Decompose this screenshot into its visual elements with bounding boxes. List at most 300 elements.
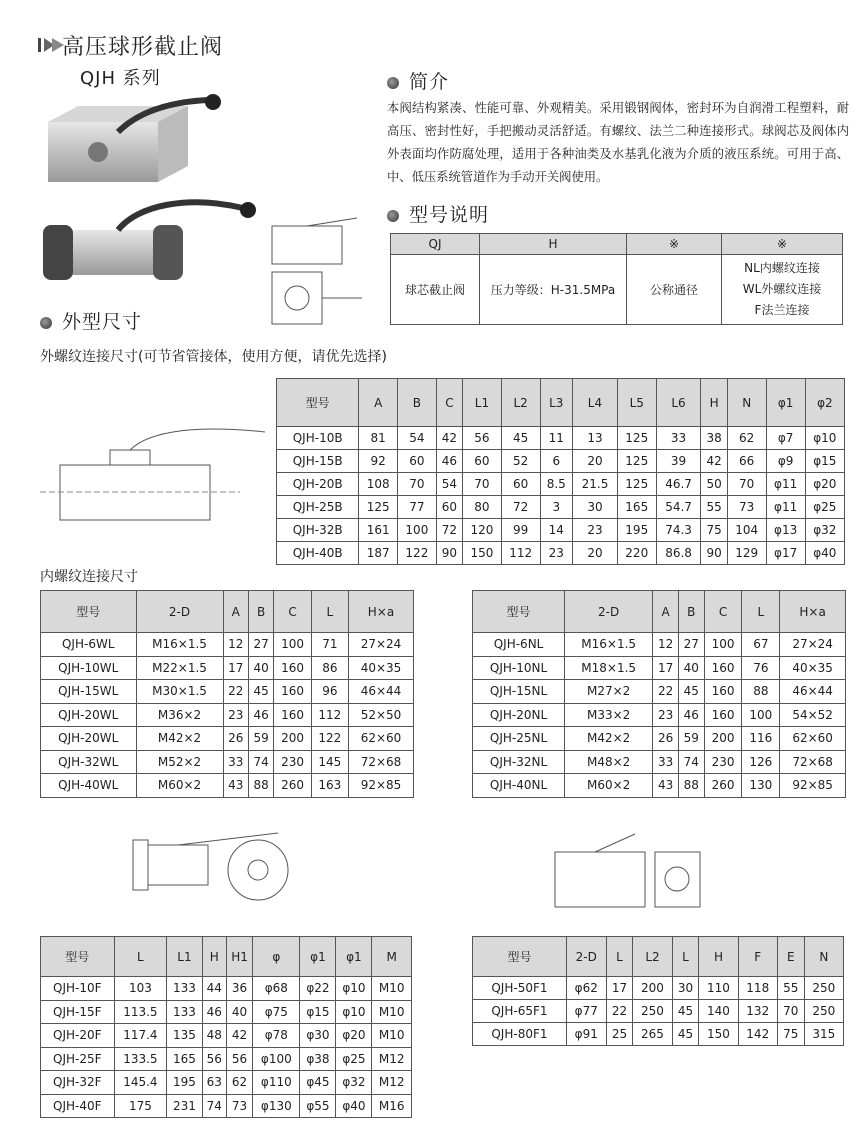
table-cell: 142 xyxy=(738,1023,777,1046)
f_table-header: H1 xyxy=(226,937,252,977)
model-cell: 公称通径 xyxy=(627,255,722,325)
table-cell: 187 xyxy=(359,542,398,565)
table-cell: 100 xyxy=(274,633,311,657)
table-row xyxy=(41,680,414,704)
table-cell: QJH-20WL xyxy=(41,727,137,751)
table-cell: M10 xyxy=(372,1024,412,1048)
table-row xyxy=(41,1047,412,1071)
table-cell: 132 xyxy=(738,1000,777,1023)
table-cell: 90 xyxy=(436,542,462,565)
table-cell: 22 xyxy=(223,680,248,704)
table-cell: 104 xyxy=(727,519,766,542)
f1_table-header: E xyxy=(777,937,804,977)
table-cell: φ15 xyxy=(300,1000,336,1024)
page-title: 高压球形截止阀 xyxy=(62,35,224,60)
wl_table-header: 2-D xyxy=(136,591,223,633)
bullet-icon xyxy=(40,317,52,329)
table-cell: 33 xyxy=(653,750,679,774)
table-cell: 99 xyxy=(501,519,540,542)
table-cell: 36 xyxy=(226,977,252,1001)
table-row xyxy=(41,656,414,680)
table-cell: QJH-10WL xyxy=(41,656,137,680)
table-cell: 27 xyxy=(678,633,704,657)
table-cell: 42 xyxy=(701,450,727,473)
table-cell: 125 xyxy=(617,427,656,450)
f_table-header: 型号 xyxy=(41,937,115,977)
table-cell: 81 xyxy=(359,427,398,450)
table-cell: 23 xyxy=(540,542,573,565)
table-cell: QJH-32NL xyxy=(473,750,565,774)
table-cell: 23 xyxy=(223,703,248,727)
table-cell: 25 xyxy=(606,1023,633,1046)
table-cell: 26 xyxy=(653,727,679,751)
table-cell: φ91 xyxy=(566,1023,606,1046)
table-cell: 70 xyxy=(727,473,766,496)
table-cell: 100 xyxy=(742,703,780,727)
table-cell: M22×1.5 xyxy=(136,656,223,680)
table-row xyxy=(41,750,414,774)
table-cell: 62×60 xyxy=(780,727,846,751)
table-row xyxy=(41,1000,412,1024)
table-cell: 150 xyxy=(699,1023,738,1046)
table-cell: 231 xyxy=(167,1094,203,1118)
table-cell: 122 xyxy=(398,542,437,565)
table-cell: 230 xyxy=(274,750,311,774)
table-cell: 160 xyxy=(274,656,311,680)
table-cell: φ30 xyxy=(300,1024,336,1048)
table-cell: 74 xyxy=(248,750,273,774)
table-cell: 17 xyxy=(606,977,633,1000)
table-row xyxy=(277,427,845,450)
nl_table-header: L xyxy=(742,591,780,633)
table-cell: φ32 xyxy=(805,519,844,542)
table-row xyxy=(41,1024,412,1048)
nl_table-header: H×a xyxy=(780,591,846,633)
valve-photo-block xyxy=(38,92,248,192)
table-cell: 200 xyxy=(704,727,742,751)
table-cell: φ22 xyxy=(300,977,336,1001)
table-cell: φ20 xyxy=(336,1024,372,1048)
table-cell: QJH-10F xyxy=(41,977,115,1001)
table-cell: QJH-10B xyxy=(277,427,359,450)
table-cell: QJH-15B xyxy=(277,450,359,473)
table-cell: φ110 xyxy=(253,1071,300,1095)
table-cell: 67 xyxy=(742,633,780,657)
table-cell: M36×2 xyxy=(136,703,223,727)
table-cell: 88 xyxy=(678,774,704,798)
table-cell: QJH-6WL xyxy=(41,633,137,657)
table-cell: 13 xyxy=(573,427,618,450)
wl-table xyxy=(40,590,414,798)
table-cell: QJH-25F xyxy=(41,1047,115,1071)
table-cell: M60×2 xyxy=(565,774,653,798)
table-cell: φ32 xyxy=(336,1071,372,1095)
table-cell: 23 xyxy=(573,519,618,542)
wl_table-header: H×a xyxy=(349,591,414,633)
table-cell: QJH-40B xyxy=(277,542,359,565)
table-cell: M30×1.5 xyxy=(136,680,223,704)
f1_table-header: L2 xyxy=(633,937,672,977)
table-cell: 27 xyxy=(248,633,273,657)
table-cell: 50 xyxy=(701,473,727,496)
table-cell: 195 xyxy=(617,519,656,542)
model-header: ※ xyxy=(722,234,843,255)
model-connection: NL内螺纹连接 xyxy=(744,261,820,275)
table-cell: 73 xyxy=(727,496,766,519)
table-cell: 92×85 xyxy=(349,774,414,798)
table-cell: 11 xyxy=(540,427,573,450)
f1_table-header: 型号 xyxy=(473,937,567,977)
table-cell: 54×52 xyxy=(780,703,846,727)
table-cell: 116 xyxy=(742,727,780,751)
f1_table-header: L xyxy=(606,937,633,977)
table-cell: QJH-25NL xyxy=(473,727,565,751)
table-cell: 33 xyxy=(656,427,701,450)
model-cell: 压力等级：H-31.5MPa xyxy=(480,255,627,325)
table-cell: 250 xyxy=(804,977,843,1000)
f1_table-header: H xyxy=(699,937,738,977)
table-row xyxy=(41,703,414,727)
table-row xyxy=(41,727,414,751)
ext_table-header: φ1 xyxy=(766,379,805,427)
table-cell: 20 xyxy=(573,450,618,473)
table-cell: 90 xyxy=(701,542,727,565)
f_table-header: H xyxy=(202,937,226,977)
table-cell: 55 xyxy=(777,977,804,1000)
table-row xyxy=(473,727,846,751)
table-cell: 220 xyxy=(617,542,656,565)
table-cell: 52 xyxy=(501,450,540,473)
table-cell: 86.8 xyxy=(656,542,701,565)
table-cell: 160 xyxy=(704,703,742,727)
table-cell: 14 xyxy=(540,519,573,542)
table-cell: M18×1.5 xyxy=(565,656,653,680)
ext_table-header: L2 xyxy=(501,379,540,427)
table-cell: 21.5 xyxy=(573,473,618,496)
model-connection: WL外螺纹连接 xyxy=(742,282,822,296)
table-cell: M60×2 xyxy=(136,774,223,798)
table-cell: 88 xyxy=(742,680,780,704)
table-cell: 56 xyxy=(202,1047,226,1071)
ext_table-header: L4 xyxy=(573,379,618,427)
table-cell: 40×35 xyxy=(349,656,414,680)
model-cell-connections xyxy=(722,255,843,325)
table-cell: φ20 xyxy=(805,473,844,496)
table-cell: 12 xyxy=(223,633,248,657)
table-cell: 140 xyxy=(699,1000,738,1023)
table-cell: 46 xyxy=(678,703,704,727)
ext_table-header: H xyxy=(701,379,727,427)
nl_table-header: B xyxy=(678,591,704,633)
table-cell: 100 xyxy=(398,519,437,542)
f1_table-header: 2-D xyxy=(566,937,606,977)
table-cell: 92 xyxy=(359,450,398,473)
table-cell: φ9 xyxy=(766,450,805,473)
table-cell: M16 xyxy=(372,1094,412,1118)
table-cell: 100 xyxy=(704,633,742,657)
table-cell: 315 xyxy=(804,1023,843,1046)
f1_table-header: N xyxy=(804,937,843,977)
table-cell: 45 xyxy=(248,680,273,704)
section-model-heading: 型号说明 xyxy=(387,200,489,227)
ext_table-header: A xyxy=(359,379,398,427)
table-cell: 75 xyxy=(701,519,727,542)
table-cell: 38 xyxy=(701,427,727,450)
model-cell: 球芯截止阀 xyxy=(391,255,480,325)
table-row xyxy=(473,1000,844,1023)
table-row xyxy=(473,774,846,798)
valve-drawing-flange xyxy=(118,815,303,920)
table-cell: 48 xyxy=(202,1024,226,1048)
f1_table-header: F xyxy=(738,937,777,977)
nl_table-header: 2-D xyxy=(565,591,653,633)
f_table-header: φ xyxy=(253,937,300,977)
table-cell: 42 xyxy=(226,1024,252,1048)
table-cell: 125 xyxy=(617,450,656,473)
table-cell: 112 xyxy=(501,542,540,565)
table-row xyxy=(473,750,846,774)
table-cell: 175 xyxy=(114,1094,167,1118)
table-cell: 88 xyxy=(248,774,273,798)
table-cell: 74 xyxy=(202,1094,226,1118)
table-row xyxy=(277,450,845,473)
table-cell: 40 xyxy=(248,656,273,680)
table-cell: φ10 xyxy=(336,1000,372,1024)
table-cell: φ45 xyxy=(300,1071,336,1095)
table-cell: 30 xyxy=(573,496,618,519)
model-header: H xyxy=(480,234,627,255)
table-cell: 118 xyxy=(738,977,777,1000)
table-cell: 103 xyxy=(114,977,167,1001)
table-cell: 80 xyxy=(463,496,502,519)
ext_table-header: L5 xyxy=(617,379,656,427)
table-cell: 70 xyxy=(398,473,437,496)
table-cell: QJH-6NL xyxy=(473,633,565,657)
table-cell: 96 xyxy=(311,680,348,704)
table-cell: 43 xyxy=(653,774,679,798)
table-cell: 70 xyxy=(777,1000,804,1023)
bullet-icon xyxy=(387,77,399,89)
wl_table-header: C xyxy=(274,591,311,633)
table-cell: 59 xyxy=(678,727,704,751)
valve-photo-threaded xyxy=(38,190,268,290)
table-cell: 6 xyxy=(540,450,573,473)
nl_table-header: 型号 xyxy=(473,591,565,633)
f-table xyxy=(40,936,412,1118)
table-cell: 160 xyxy=(274,680,311,704)
table-cell: 160 xyxy=(274,703,311,727)
table-cell: QJH-80F1 xyxy=(473,1023,567,1046)
table-cell: 42 xyxy=(436,427,462,450)
table-cell: 30 xyxy=(672,977,699,1000)
table-cell: 86 xyxy=(311,656,348,680)
table-cell: M12 xyxy=(372,1047,412,1071)
f_table-header: φ1 xyxy=(336,937,372,977)
table-cell: M16×1.5 xyxy=(136,633,223,657)
f_table-header: φ1 xyxy=(300,937,336,977)
ext_table-header: 型号 xyxy=(277,379,359,427)
table-cell: 230 xyxy=(704,750,742,774)
table-cell: 62×60 xyxy=(349,727,414,751)
table-cell: 23 xyxy=(653,703,679,727)
table-cell: 72 xyxy=(436,519,462,542)
table-cell: QJH-20B xyxy=(277,473,359,496)
table-cell: 43 xyxy=(223,774,248,798)
table-row xyxy=(277,473,845,496)
table-cell: 45 xyxy=(672,1023,699,1046)
table-cell: QJH-40WL xyxy=(41,774,137,798)
model-header: QJ xyxy=(391,234,480,255)
table-row xyxy=(41,1094,412,1118)
table-cell: 195 xyxy=(167,1071,203,1095)
valve-drawing-ext xyxy=(40,420,270,535)
model-connection: F法兰连接 xyxy=(754,303,810,317)
table-cell: 33 xyxy=(223,750,248,774)
ext_table-header: L6 xyxy=(656,379,701,427)
table-row xyxy=(41,633,414,657)
table-cell: QJH-32F xyxy=(41,1071,115,1095)
wl_table-header: 型号 xyxy=(41,591,137,633)
table-cell: 72×68 xyxy=(780,750,846,774)
table-cell: φ10 xyxy=(336,977,372,1001)
table-cell: φ13 xyxy=(766,519,805,542)
table-cell: 27×24 xyxy=(780,633,846,657)
wl_table-header: A xyxy=(223,591,248,633)
table-cell: φ68 xyxy=(253,977,300,1001)
table-cell: φ11 xyxy=(766,473,805,496)
table-cell: 161 xyxy=(359,519,398,542)
table-cell: 76 xyxy=(742,656,780,680)
table-cell: 45 xyxy=(672,1000,699,1023)
table-cell: 60 xyxy=(501,473,540,496)
table-cell: M12 xyxy=(372,1071,412,1095)
nl-table xyxy=(472,590,846,798)
table-row xyxy=(277,542,845,565)
table-cell: 165 xyxy=(167,1047,203,1071)
ext_table-header: L3 xyxy=(540,379,573,427)
f_table-header: L1 xyxy=(167,937,203,977)
table-cell: 72 xyxy=(501,496,540,519)
table-cell: 59 xyxy=(248,727,273,751)
table-cell: QJH-10NL xyxy=(473,656,565,680)
table-cell: 45 xyxy=(678,680,704,704)
section-intro-heading: 简介 xyxy=(387,67,449,94)
ext-table xyxy=(276,378,845,565)
valve-drawing-top xyxy=(262,204,372,332)
ext_table-header: L1 xyxy=(463,379,502,427)
table-cell: 60 xyxy=(463,450,502,473)
table-cell: 135 xyxy=(167,1024,203,1048)
table-cell: M42×2 xyxy=(136,727,223,751)
table-cell: 46 xyxy=(436,450,462,473)
table-cell: 22 xyxy=(606,1000,633,1023)
table-cell: 73 xyxy=(226,1094,252,1118)
ext-caption: 外螺纹连接尺寸(可节省管接体，使用方便，请优先选择) xyxy=(40,349,387,365)
table-cell: φ55 xyxy=(300,1094,336,1118)
table-cell: 52×50 xyxy=(349,703,414,727)
table-cell: M48×2 xyxy=(565,750,653,774)
table-cell: 17 xyxy=(653,656,679,680)
table-cell: QJH-15F xyxy=(41,1000,115,1024)
ext_table-header: φ2 xyxy=(805,379,844,427)
table-cell: 122 xyxy=(311,727,348,751)
table-cell: 46×44 xyxy=(780,680,846,704)
table-cell: QJH-20NL xyxy=(473,703,565,727)
table-cell: φ40 xyxy=(805,542,844,565)
table-cell: 46 xyxy=(202,1000,226,1024)
table-cell: 200 xyxy=(633,977,672,1000)
nl_table-header: C xyxy=(704,591,742,633)
table-cell: M10 xyxy=(372,1000,412,1024)
table-cell: φ25 xyxy=(805,496,844,519)
nl_table-header: A xyxy=(653,591,679,633)
table-row xyxy=(41,977,412,1001)
table-cell: φ78 xyxy=(253,1024,300,1048)
table-cell: φ75 xyxy=(253,1000,300,1024)
table-cell: 46.7 xyxy=(656,473,701,496)
table-cell: 120 xyxy=(463,519,502,542)
table-cell: 130 xyxy=(742,774,780,798)
table-cell: 165 xyxy=(617,496,656,519)
table-cell: 260 xyxy=(704,774,742,798)
table-cell: 26 xyxy=(223,727,248,751)
table-row xyxy=(473,680,846,704)
table-cell: 260 xyxy=(274,774,311,798)
table-cell: M27×2 xyxy=(565,680,653,704)
table-row xyxy=(473,656,846,680)
model-table xyxy=(390,233,843,325)
intro-text: 本阀结构紧凑、性能可靠、外观精美。采用锻钢阀体，密封环为自润滑工程塑料，耐高压、密封性好，手把搬动灵活舒适。有螺纹、法兰二种连接形式。球阀芯及阀体内外表面均作防腐处理，适用于各种油类及水基乳化液为介质的液压系统。可用于高、中、低压系统管道作为手动开关阀使用。 xyxy=(387,101,849,184)
ext_table-header: N xyxy=(727,379,766,427)
table-cell: 250 xyxy=(804,1000,843,1023)
table-cell: 8.5 xyxy=(540,473,573,496)
table-cell: 110 xyxy=(699,977,738,1000)
table-cell: φ38 xyxy=(300,1047,336,1071)
table-cell: 71 xyxy=(311,633,348,657)
table-cell: M10 xyxy=(372,977,412,1001)
table-cell: 54 xyxy=(398,427,437,450)
table-cell: φ10 xyxy=(805,427,844,450)
table-cell: 126 xyxy=(742,750,780,774)
table-cell: 117.4 xyxy=(114,1024,167,1048)
table-cell: 62 xyxy=(727,427,766,450)
table-cell: φ130 xyxy=(253,1094,300,1118)
table-cell: QJH-25B xyxy=(277,496,359,519)
f_table-header: M xyxy=(372,937,412,977)
section-dims-heading: 外型尺寸 xyxy=(40,307,142,334)
table-cell: QJH-20F xyxy=(41,1024,115,1048)
table-row xyxy=(41,774,414,798)
table-cell: 60 xyxy=(398,450,437,473)
table-cell: 54.7 xyxy=(656,496,701,519)
table-cell: QJH-15NL xyxy=(473,680,565,704)
table-cell: 46×44 xyxy=(349,680,414,704)
table-cell: 112 xyxy=(311,703,348,727)
table-cell: 66 xyxy=(727,450,766,473)
table-row xyxy=(473,703,846,727)
table-cell: 108 xyxy=(359,473,398,496)
table-cell: 200 xyxy=(274,727,311,751)
table-cell: 265 xyxy=(633,1023,672,1046)
int-caption: 内螺纹连接尺寸 xyxy=(40,569,138,585)
table-cell: 150 xyxy=(463,542,502,565)
table-cell: 125 xyxy=(617,473,656,496)
table-cell: 145.4 xyxy=(114,1071,167,1095)
table-cell: φ15 xyxy=(805,450,844,473)
table-row xyxy=(473,1023,844,1046)
table-row xyxy=(41,1071,412,1095)
table-cell: QJH-20WL xyxy=(41,703,137,727)
